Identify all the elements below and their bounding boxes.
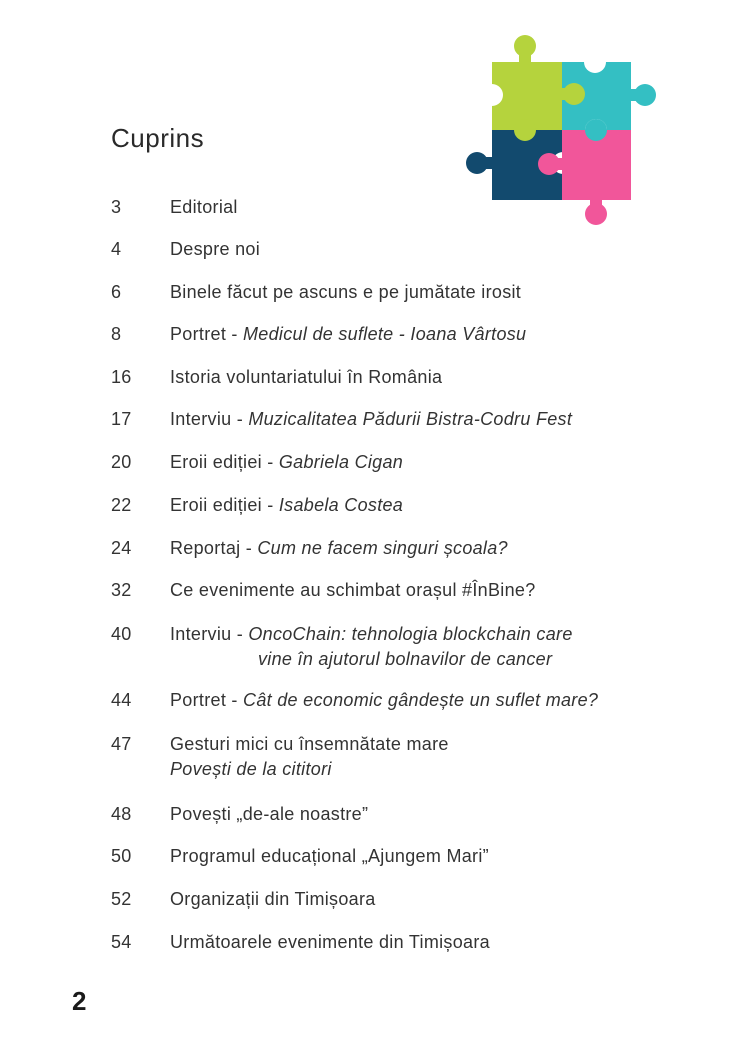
puzzle-piece-teal	[560, 51, 656, 141]
toc-label: Binele făcut pe ascuns e pe jumătate irosit	[170, 282, 522, 302]
toc-page-number: 22	[111, 495, 132, 515]
toc-label: Următoarele evenimente din Timișoara	[170, 932, 490, 952]
toc-page-number: 24	[111, 538, 132, 558]
toc-page-number: 20	[111, 452, 132, 472]
toc-subtitle: Cum ne facem singuri școala?	[257, 538, 508, 558]
toc-label: Reportaj -	[170, 538, 258, 558]
toc-subtitle-continued: Povești de la cititori	[170, 759, 332, 779]
toc-subtitle: Cât de economic gândește un suflet mare?	[243, 690, 599, 710]
puzzle-pieces-graphic	[462, 32, 662, 232]
toc-label: Editorial	[170, 197, 238, 217]
toc-page-number: 50	[111, 846, 132, 866]
toc-label: Istoria voluntariatului în România	[170, 367, 443, 387]
toc-page-number: 32	[111, 580, 132, 600]
toc-page-number: 4	[111, 239, 122, 259]
toc-page-number: 52	[111, 889, 132, 909]
toc-label: Povești „de-ale noastre”	[170, 804, 369, 824]
toc-page-number: 48	[111, 804, 132, 824]
toc-label: Eroii ediției -	[170, 495, 279, 515]
toc-label: Portret -	[170, 690, 244, 710]
toc-label: Programul educațional „Ajungem Mari”	[170, 846, 489, 866]
toc-page-number: 16	[111, 367, 132, 387]
toc-label: Portret -	[170, 324, 244, 344]
toc-label: Eroii ediției -	[170, 452, 279, 472]
page-title: Cuprins	[111, 123, 205, 154]
toc-label: Despre noi	[170, 239, 261, 259]
toc-page-number: 44	[111, 690, 132, 710]
toc-label: Interviu -	[170, 624, 249, 644]
toc-subtitle: Medicul de suflete - Ioana Vârtosu	[243, 324, 527, 344]
toc-page-number: 40	[111, 624, 132, 644]
toc-subtitle: OncoChain: tehnologia blockchain care	[248, 624, 573, 644]
toc-subtitle: Isabela Costea	[278, 495, 404, 515]
toc-subtitle-continued: vine în ajutorul bolnavilor de cancer	[258, 649, 553, 669]
toc-label: Interviu -	[170, 409, 249, 429]
toc-label: Gesturi mici cu însemnătate mare	[170, 734, 449, 754]
toc-label: Organizații din Timișoara	[170, 889, 376, 909]
toc-page-number: 6	[111, 282, 122, 302]
toc-label: Ce evenimente au schimbat orașul #ÎnBine?	[170, 580, 536, 600]
toc-page-number: 8	[111, 324, 122, 344]
toc-subtitle: Muzicalitatea Pădurii Bistra-Codru Fest	[248, 409, 573, 429]
toc-subtitle: Gabriela Cigan	[278, 452, 404, 472]
toc-page-number: 47	[111, 734, 132, 754]
toc-page-number: 3	[111, 197, 122, 217]
toc-page-number: 54	[111, 932, 132, 952]
toc-page-number: 17	[111, 409, 132, 429]
page-number: 2	[72, 986, 87, 1016]
